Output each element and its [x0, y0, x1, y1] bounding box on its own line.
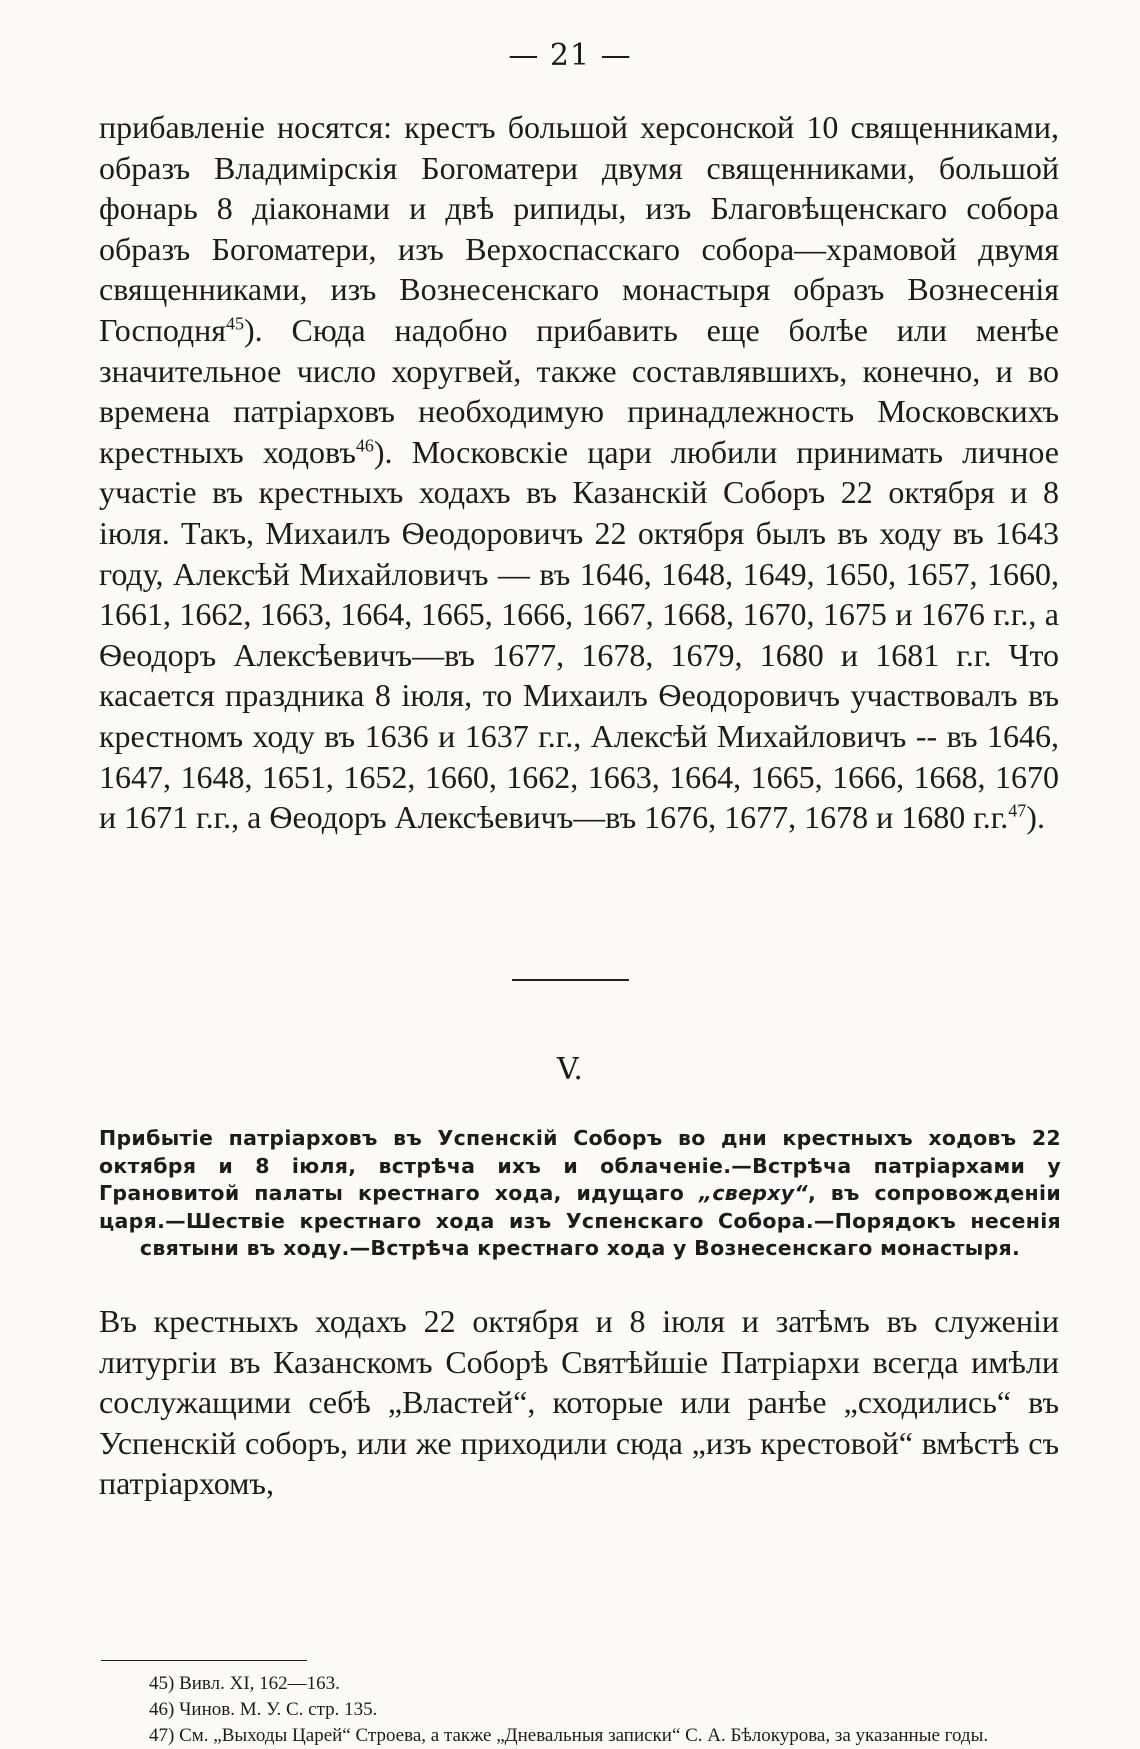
paragraph-2: Въ крестныхъ ходахъ 22 октября и 8 іюля и затѣмъ въ служеніи литургіи въ Казанскомъ Соборѣ Святѣйшіе Патріархи всегда имѣли сослужащими себѣ „Властей“, которые или ранѣе „сходились“ въ Успенскій соборъ, или же приходили сюда „изъ крестовой“ вмѣстѣ съ патріархомъ, — [99, 1303, 1059, 1502]
footnote-45: 45) Вивл. XI, 162—163. — [149, 1673, 340, 1694]
footnote-47: 47) См. „Выходы Царей“ Строева, а также „Дневальныя записки“ С. А. Бѣлокурова, за указанные годы. — [149, 1725, 989, 1746]
section-summary — [99, 1125, 1061, 1263]
paragraph-1-text-b: ). Сюда надобно прибавить еще болѣе или менѣе значительное число хоругвей, также составлявшихъ, конечно, и во времена патріарховъ необходимую принадлежность Московскихъ крестныхъ ходовъ — [99, 311, 1059, 470]
footnote-ref-46: 46 — [355, 435, 374, 456]
footnotes — [99, 1671, 1061, 1749]
paragraph-1 — [99, 107, 1059, 838]
footnote-ref-47: 47 — [1008, 800, 1027, 821]
summary-text-b: , въ сопровожденіи царя.—Шествіе крестнаго хода изъ Успенскаго Собора.—Порядокъ несенія святыни въ ходу.—Встрѣча крестнаго хода у Вознесенскаго монастыря. — [99, 1181, 1061, 1260]
footnote-divider — [101, 1660, 307, 1661]
section-number: V. — [557, 1052, 583, 1087]
footnote-46: 46) Чинов. М. У. С. стр. 135. — [149, 1699, 378, 1720]
paragraph-1-text-a: прибавленіе носятся: крестъ большой херсонской 10 священниками, образъ Владимірскія Богоматери двумя священниками, большой фонарь 8 діаконами и двѣ рипиды, изъ Благовѣщенскаго собора образъ Богоматери, изъ Верхоспасскаго собора—храмовой двумя священниками, изъ Вознесенскаго монастыря образъ Вознесенія Господня — [99, 109, 1059, 348]
paragraph-1-text-d: ). — [1026, 799, 1045, 836]
footnote-ref-45: 45 — [226, 313, 245, 334]
summary-quoted-word: „сверху“ — [698, 1181, 808, 1205]
page-number: — 21 — — [508, 38, 632, 73]
summary-text-a: Прибытіе патріарховъ въ Успенскій Соборъ во дни крестныхъ ходовъ 22 октября и 8 іюля, встрѣча ихъ и облаченіе.—Встрѣча патріархами у Грановитой палаты крестнаго хода, идущаго — [99, 1126, 1061, 1205]
section-divider — [512, 979, 629, 981]
paragraph-1-text-c: ). Московскіе цари любили принимать личное участіе въ крестныхъ ходахъ въ Казанскій Соборъ 22 октября и 8 іюля. Такъ, Михаилъ Ѳеодоровичъ 22 октября былъ въ ходу въ 1643 году, Алексѣй Михайловичъ — въ 1646, 1648, 1649, 1650, 1657, 1660, 1661, 1662, 1663, 1664, 1665, 1666, 1667, 1668, 1670, 1675 и 1676 г.г., а Ѳеодоръ Алексѣевичъ—въ 1677, 1678, 1679, 1680 и 1681 г.г. Что касается праздника 8 іюля, то Михаилъ Ѳеодоровичъ участвовалъ въ крестномъ ходу въ 1636 и 1637 г.г., Алексѣй Михайловичъ -- въ 1646, 1647, 1648, 1651, 1652, 1660, 1662, 1663, 1664, 1665, 1666, 1668, 1670 и 1671 г.г., а Ѳеодоръ Алексѣевичъ—въ 1676, 1677, 1678 и 1680 г.г. — [99, 433, 1060, 836]
